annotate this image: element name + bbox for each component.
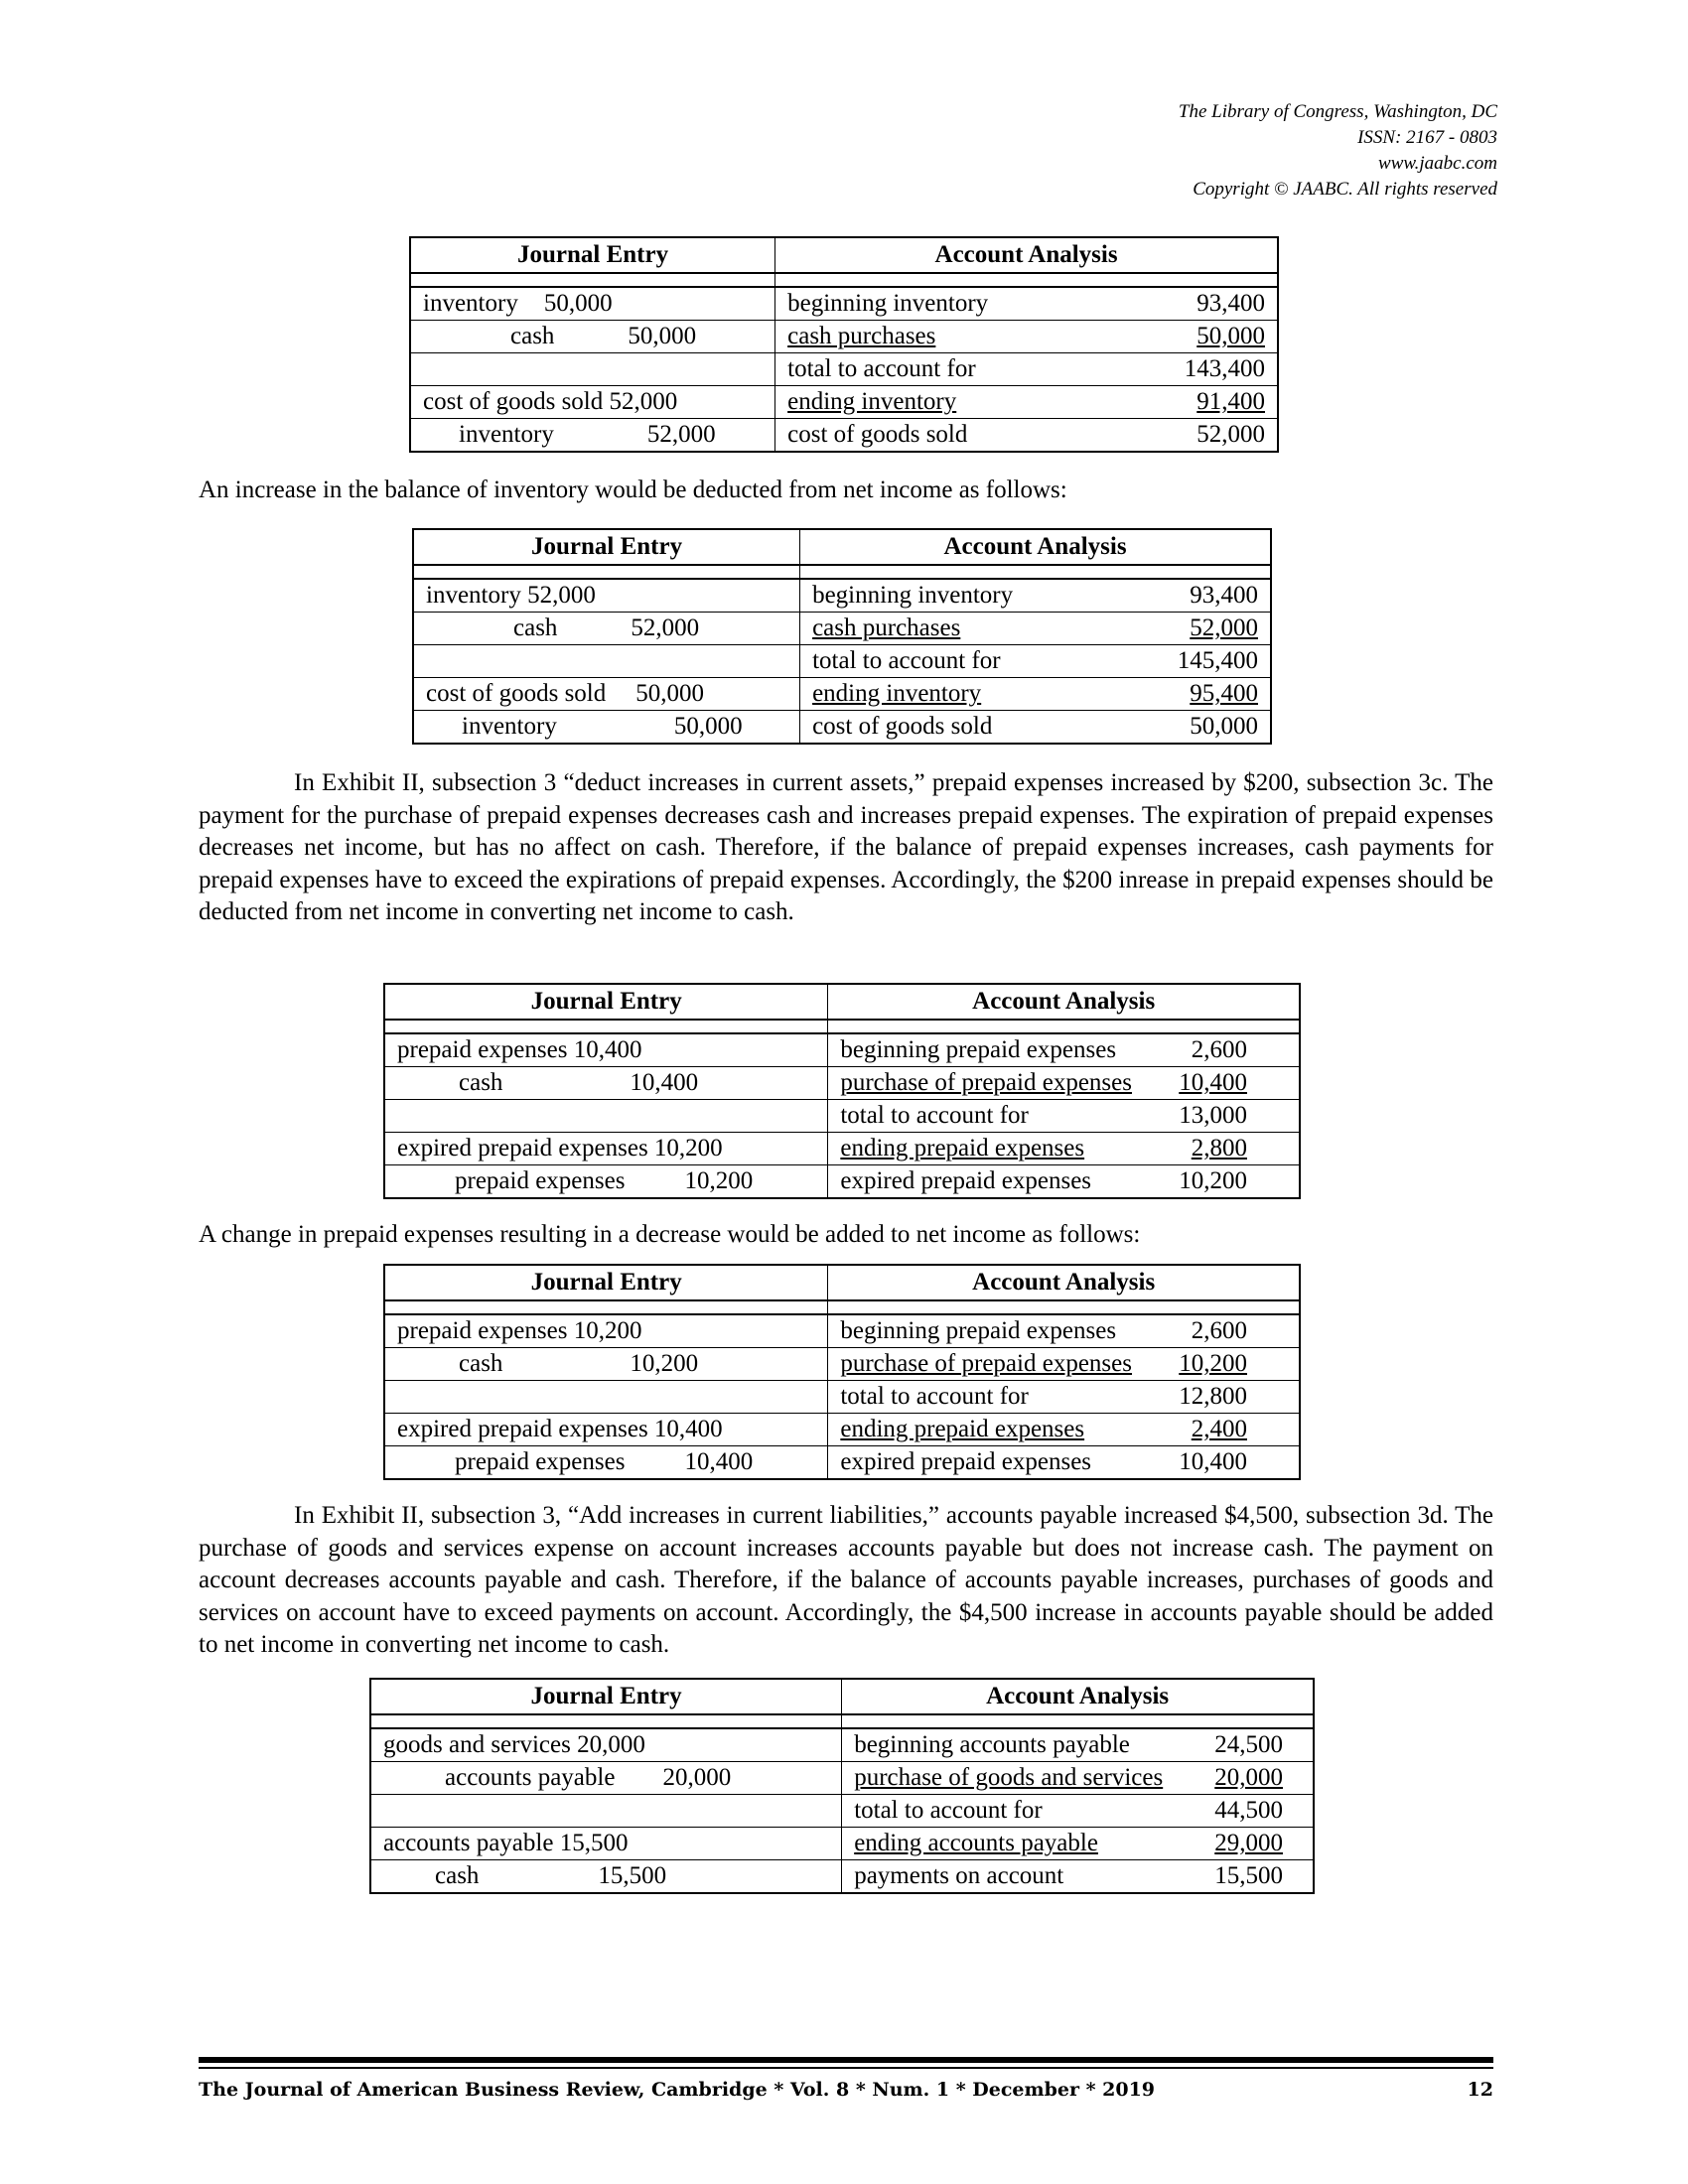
- aa-label: beginning prepaid expenses: [840, 1317, 1117, 1344]
- je-account: inventory: [462, 713, 557, 740]
- table-row: [410, 353, 1278, 386]
- je-debit: 50,000: [635, 680, 704, 707]
- je-credit: 10,400: [684, 1448, 754, 1475]
- aa-amount: 24,500: [1214, 1731, 1283, 1758]
- je-account: goods and services 20,000: [383, 1731, 645, 1758]
- aa-label: cost of goods sold: [812, 713, 993, 740]
- aa-amount: 145,400: [1177, 647, 1258, 674]
- table-row: [370, 1860, 1314, 1894]
- table-row: [384, 1446, 1300, 1480]
- table-row: [370, 1795, 1314, 1828]
- aa-label: purchase of prepaid expenses: [840, 1350, 1132, 1377]
- je-credit: 50,000: [628, 323, 697, 349]
- je-account: prepaid expenses 10,400: [397, 1036, 642, 1063]
- je-credit: 10,200: [684, 1167, 754, 1194]
- aa-label: cost of goods sold: [787, 421, 968, 448]
- aa-amount: 143,400: [1184, 355, 1265, 382]
- table-row: [413, 645, 1271, 678]
- masthead-website: www.jaabc.com: [1378, 153, 1497, 174]
- aa-label: beginning accounts payable: [854, 1731, 1130, 1758]
- account-analysis-header: Account Analysis: [828, 1265, 1300, 1300]
- je-account: cash: [513, 614, 558, 641]
- aa-amount: 13,000: [1179, 1102, 1247, 1129]
- aa-amount: 12,800: [1179, 1383, 1247, 1410]
- paragraph-accounts-payable: [199, 1500, 1493, 1662]
- masthead: [1179, 99, 1497, 203]
- paragraph-text: In Exhibit II, subsection 3, “Add increases in current liabilities,” accounts payable increased $4,500, subsection 3d. The purchase of goods and services expense on account increases accounts payable but does not increase cash. The payment on account decreases accounts payable and cash. Therefore, if the balance of accounts payable increases, purchases of goods and services on account have to exceed payments on account. Accordingly, the $4,500 increase in accounts payable should be added to net income in converting net income to cash.: [199, 1502, 1493, 1658]
- lead-sentence-inventory-increase: An increase in the balance of inventory would be deducted from net income as follows:: [199, 477, 1067, 503]
- table-row: [413, 711, 1271, 745]
- journal-entry-header: Journal Entry: [384, 984, 828, 1020]
- je-account: cost of goods sold: [426, 680, 607, 707]
- je-account: accounts payable 15,500: [383, 1830, 629, 1856]
- aa-label: beginning inventory: [787, 290, 989, 317]
- aa-label: total to account for: [787, 355, 976, 382]
- aa-amount: 91,400: [1196, 388, 1265, 415]
- je-credit: 52,000: [646, 421, 716, 448]
- aa-label: purchase of goods and services: [854, 1764, 1164, 1791]
- table-row: [410, 386, 1278, 419]
- aa-amount: 50,000: [1196, 323, 1265, 349]
- footer-rule-thick: [199, 2057, 1493, 2063]
- table-row: [384, 1348, 1300, 1381]
- footer-rule-thin: [199, 2067, 1493, 2069]
- aa-label: total to account for: [840, 1383, 1029, 1410]
- aa-label: ending accounts payable: [854, 1830, 1098, 1856]
- je-account: prepaid expenses: [455, 1167, 626, 1194]
- masthead-issn: ISSN: 2167 - 0803: [1357, 127, 1497, 148]
- aa-amount: 10,200: [1179, 1350, 1247, 1377]
- aa-label: purchase of prepaid expenses: [840, 1069, 1132, 1096]
- aa-label: expired prepaid expenses: [840, 1167, 1092, 1194]
- table-row: [370, 1762, 1314, 1795]
- je-account: expired prepaid expenses 10,400: [397, 1416, 723, 1442]
- journal-table-accounts-payable: [369, 1678, 1315, 1894]
- je-account: expired prepaid expenses 10,200: [397, 1135, 723, 1161]
- aa-amount: 2,400: [1191, 1416, 1247, 1442]
- page-footer: [199, 2077, 1493, 2103]
- table-row: [384, 1314, 1300, 1348]
- table-row: [410, 419, 1278, 453]
- aa-amount: 2,600: [1191, 1317, 1247, 1344]
- aa-label: ending prepaid expenses: [840, 1416, 1085, 1442]
- account-analysis-header: Account Analysis: [775, 237, 1278, 273]
- aa-label: beginning inventory: [812, 582, 1014, 609]
- aa-amount: 52,000: [1196, 421, 1265, 448]
- aa-amount: 10,400: [1179, 1069, 1247, 1096]
- je-credit: 10,200: [630, 1350, 699, 1377]
- journal-entry-header: Journal Entry: [413, 529, 800, 565]
- aa-label: ending inventory: [787, 388, 957, 415]
- je-account: cash: [459, 1350, 503, 1377]
- aa-amount: 2,600: [1191, 1036, 1247, 1063]
- table-row: [413, 613, 1271, 645]
- aa-label: cash purchases: [787, 323, 936, 349]
- je-account: inventory 52,000: [426, 582, 596, 609]
- je-account: cash: [459, 1069, 503, 1096]
- footer-journal-citation: The Journal of American Business Review, Cambridge * Vol. 8 * Num. 1 * December * 2019: [199, 2079, 1156, 2101]
- account-analysis-header: Account Analysis: [842, 1679, 1314, 1714]
- account-analysis-header: Account Analysis: [828, 984, 1300, 1020]
- aa-amount: 10,200: [1179, 1167, 1247, 1194]
- aa-amount: 50,000: [1190, 713, 1258, 740]
- journal-entry-header: Journal Entry: [370, 1679, 842, 1714]
- journal-entry-header: Journal Entry: [384, 1265, 828, 1300]
- lead-sentence-prepaid-decrease: A change in prepaid expenses resulting in a decrease would be added to net income as follows:: [199, 1221, 1141, 1248]
- je-account: cost of goods sold 52,000: [423, 388, 678, 415]
- je-credit: 52,000: [631, 614, 700, 641]
- table-row: [384, 1100, 1300, 1133]
- table-row: [413, 678, 1271, 711]
- journal-table-prepaid-decrease: [383, 1264, 1301, 1480]
- table-row: [413, 579, 1271, 613]
- je-account: prepaid expenses: [455, 1448, 626, 1475]
- table-header-row: [384, 984, 1300, 1020]
- aa-label: ending prepaid expenses: [840, 1135, 1085, 1161]
- journal-entry-header: Journal Entry: [410, 237, 775, 273]
- je-debit: 50,000: [543, 290, 613, 317]
- table-header-row: [384, 1265, 1300, 1300]
- journal-table-inventory-decrease: [409, 236, 1279, 453]
- table-header-row: [410, 237, 1278, 273]
- journal-table-inventory-increase: [412, 528, 1272, 745]
- je-account: inventory: [423, 290, 518, 317]
- aa-amount: 95,400: [1190, 680, 1258, 707]
- aa-amount: 2,800: [1191, 1135, 1247, 1161]
- je-account: cash: [435, 1862, 480, 1889]
- paragraph-text: In Exhibit II, subsection 3 “deduct increases in current assets,” prepaid expenses increased by $200, subsection 3c. The payment for the purchase of prepaid expenses decreases cash and increases prepaid expenses. The expiration of prepaid expenses decreases net income, but has no affect on cash. Therefore, if the balance of prepaid expenses increases, cash payments for prepaid expenses have to exceed the expirations of prepaid expenses. Accordingly, the $200 inrease in prepaid expenses should be deducted from net income in converting net income to cash.: [199, 769, 1493, 925]
- aa-amount: 15,500: [1214, 1862, 1283, 1889]
- aa-label: payments on account: [854, 1862, 1064, 1889]
- aa-label: total to account for: [854, 1797, 1043, 1824]
- aa-label: beginning prepaid expenses: [840, 1036, 1117, 1063]
- aa-label: expired prepaid expenses: [840, 1448, 1092, 1475]
- table-row: [384, 1133, 1300, 1165]
- table-row: [410, 287, 1278, 321]
- table-row: [410, 321, 1278, 353]
- paragraph-prepaid-expenses: [199, 767, 1493, 929]
- table-row: [370, 1828, 1314, 1860]
- aa-label: total to account for: [840, 1102, 1029, 1129]
- je-account: accounts payable: [445, 1764, 616, 1791]
- journal-table-prepaid-increase: [383, 983, 1301, 1199]
- table-header-row: [413, 529, 1271, 565]
- table-row: [370, 1728, 1314, 1762]
- table-row: [384, 1033, 1300, 1067]
- account-analysis-header: Account Analysis: [800, 529, 1271, 565]
- masthead-library: The Library of Congress, Washington, DC: [1178, 101, 1497, 122]
- je-credit: 20,000: [662, 1764, 732, 1791]
- je-credit: 15,500: [598, 1862, 667, 1889]
- aa-amount: 93,400: [1196, 290, 1265, 317]
- table-row: [384, 1381, 1300, 1414]
- aa-amount: 52,000: [1190, 614, 1258, 641]
- table-row: [384, 1414, 1300, 1446]
- aa-label: cash purchases: [812, 614, 961, 641]
- page-number: 12: [1467, 2079, 1493, 2101]
- aa-amount: 20,000: [1214, 1764, 1283, 1791]
- table-row: [384, 1067, 1300, 1100]
- aa-amount: 29,000: [1214, 1830, 1283, 1856]
- je-account: prepaid expenses 10,200: [397, 1317, 642, 1344]
- aa-amount: 93,400: [1190, 582, 1258, 609]
- aa-label: total to account for: [812, 647, 1001, 674]
- aa-label: ending inventory: [812, 680, 982, 707]
- aa-amount: 44,500: [1214, 1797, 1283, 1824]
- je-credit: 10,400: [630, 1069, 699, 1096]
- aa-amount: 10,400: [1179, 1448, 1247, 1475]
- je-account: cash: [510, 323, 555, 349]
- masthead-copyright: Copyright © JAABC. All rights reserved: [1193, 179, 1497, 200]
- je-account: inventory: [459, 421, 554, 448]
- je-credit: 50,000: [673, 713, 743, 740]
- table-row: [384, 1165, 1300, 1199]
- table-header-row: [370, 1679, 1314, 1714]
